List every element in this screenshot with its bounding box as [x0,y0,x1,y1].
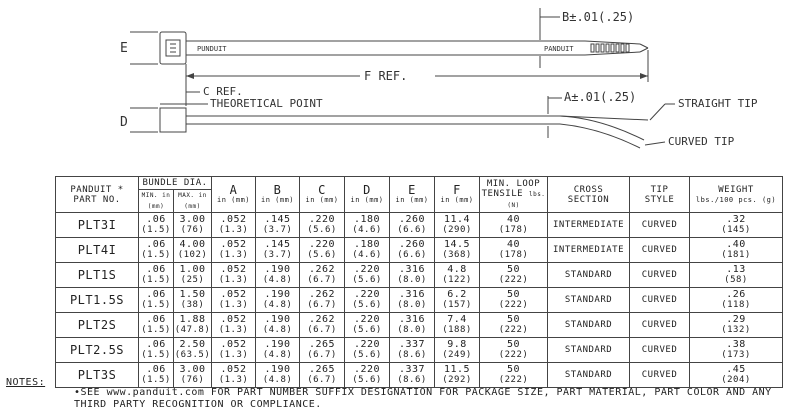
header-part-no: PANDUIT * PART NO. [56,177,139,213]
cross-section-cell: STANDARD [548,363,630,388]
value-cell: .220 (5.6) [300,238,345,263]
value-cell: .052 (1.3) [212,288,256,313]
header-e: E in (mm) [390,177,435,213]
value-cell: .06 (1.5) [139,288,174,313]
value-cell: 1.88 (47.8) [174,313,212,338]
cross-section-cell: INTERMEDIATE [548,213,630,238]
cross-section-cell: STANDARD [548,338,630,363]
value-cell: .06 (1.5) [139,338,174,363]
value-cell: .337 (8.6) [390,363,435,388]
value-cell: .260 (6.6) [390,213,435,238]
value-cell: .190 (4.8) [256,363,300,388]
c-ref-label: C REF. [203,85,243,98]
cross-section-cell: STANDARD [548,288,630,313]
curved-tip-label: CURVED TIP [668,135,735,148]
tie-strap-text-left: PUNDUIT [197,45,227,53]
straight-tip-label: STRAIGHT TIP [678,97,758,110]
value-cell: .052 (1.3) [212,238,256,263]
value-cell: .06 (1.5) [139,213,174,238]
value-cell: .145 (3.7) [256,213,300,238]
value-cell: 1.00 (25) [174,263,212,288]
value-cell: .145 (3.7) [256,238,300,263]
value-cell: 40 (178) [480,238,548,263]
tip-style-cell: CURVED [630,288,690,313]
dim-d-label: D [120,115,128,130]
notes-label: NOTES: [6,377,46,388]
weight-cell: .40 (181) [690,238,783,263]
header-bundle-max: MAX. in (mm) [174,190,212,213]
value-cell: .06 (1.5) [139,313,174,338]
value-cell: .052 (1.3) [212,363,256,388]
value-cell: 11.5 (292) [435,363,480,388]
table-row [56,363,783,388]
value-cell: .180 (4.6) [345,238,390,263]
value-cell: 1.50 (38) [174,288,212,313]
table-row [56,313,783,338]
value-cell: 50 (222) [480,288,548,313]
value-cell: .220 (5.6) [345,288,390,313]
value-cell: 50 (222) [480,263,548,288]
header-d: D in (mm) [345,177,390,213]
weight-cell: .26 (118) [690,288,783,313]
table-row [56,238,783,263]
value-cell: 4.8 (122) [435,263,480,288]
value-cell: 14.5 (368) [435,238,480,263]
value-cell: .06 (1.5) [139,263,174,288]
tip-style-cell: CURVED [630,363,690,388]
tip-style-cell: CURVED [630,238,690,263]
value-cell: 4.00 (102) [174,238,212,263]
part-number-cell: PLT3S [56,363,139,388]
value-cell: .052 (1.3) [212,263,256,288]
value-cell: .190 (4.8) [256,288,300,313]
value-cell: 11.4 (290) [435,213,480,238]
weight-cell: .32 (145) [690,213,783,238]
table-header-row [56,177,783,190]
table-row [56,263,783,288]
weight-cell: .45 (204) [690,363,783,388]
header-b: B in (mm) [256,177,300,213]
tie-head-side [160,108,186,132]
tie-strap-text-right: PANDUIT [544,45,574,53]
table-row [56,213,783,238]
header-bundle-dia: BUNDLE DIA. [139,177,212,190]
value-cell: .06 (1.5) [139,363,174,388]
value-cell: 7.4 (188) [435,313,480,338]
value-cell: .220 (5.6) [345,363,390,388]
value-cell: .052 (1.3) [212,313,256,338]
theoretical-point-label: THEORETICAL POINT [210,97,323,110]
value-cell: .052 (1.3) [212,338,256,363]
value-cell: .220 (5.6) [300,213,345,238]
header-tensile: MIN. LOOP TENSILE lbs. (N) [480,177,548,213]
dim-b-label: B±.01(.25) [562,10,635,24]
value-cell: .265 (6.7) [300,363,345,388]
value-cell: .337 (8.6) [390,338,435,363]
value-cell: .190 (4.8) [256,338,300,363]
value-cell: 2.50 (63.5) [174,338,212,363]
table-row [56,338,783,363]
specification-table [55,176,783,388]
tip-style-cell: CURVED [630,313,690,338]
value-cell: .190 (4.8) [256,313,300,338]
header-c: C in (mm) [300,177,345,213]
part-number-cell: PLT2S [56,313,139,338]
header-cross-section: CROSS SECTION [548,177,630,213]
tip-style-cell: CURVED [630,213,690,238]
value-cell: .262 (6.7) [300,313,345,338]
value-cell: .265 (6.7) [300,338,345,363]
weight-cell: .38 (173) [690,338,783,363]
value-cell: .316 (8.0) [390,263,435,288]
f-ref-label: F REF. [364,69,408,83]
part-number-cell: PLT3I [56,213,139,238]
value-cell: .190 (4.8) [256,263,300,288]
value-cell: 9.8 (249) [435,338,480,363]
dim-e-label: E [120,41,128,56]
value-cell: 50 (222) [480,313,548,338]
value-cell: 50 (222) [480,338,548,363]
value-cell: 40 (178) [480,213,548,238]
dim-a-label: A±.01(.25) [564,90,637,104]
value-cell: .316 (8.0) [390,313,435,338]
part-number-cell: PLT2.5S [56,338,139,363]
cross-section-cell: INTERMEDIATE [548,238,630,263]
header-weight: WEIGHT lbs./100 pcs. (g) [690,177,783,213]
value-cell: .06 (1.5) [139,238,174,263]
value-cell: .220 (5.6) [345,263,390,288]
value-cell: .220 (5.6) [345,313,390,338]
cross-section-cell: STANDARD [548,313,630,338]
value-cell: .262 (6.7) [300,263,345,288]
part-number-cell: PLT1S [56,263,139,288]
value-cell: .180 (4.6) [345,213,390,238]
value-cell: 3.00 (76) [174,363,212,388]
header-tip-style: TIP STYLE [630,177,690,213]
tip-style-cell: CURVED [630,338,690,363]
table-row [56,288,783,313]
header-f: F in (mm) [435,177,480,213]
value-cell: .316 (8.0) [390,288,435,313]
tip-style-cell: CURVED [630,263,690,288]
value-cell: .260 (6.6) [390,238,435,263]
header-a: A in (mm) [212,177,256,213]
value-cell: 6.2 (157) [435,288,480,313]
part-number-cell: PLT4I [56,238,139,263]
part-number-cell: PLT1.5S [56,288,139,313]
value-cell: .220 (5.6) [345,338,390,363]
value-cell: 50 (222) [480,363,548,388]
value-cell: 3.00 (76) [174,213,212,238]
cable-tie-drawing [0,0,790,176]
value-cell: .262 (6.7) [300,288,345,313]
weight-cell: .29 (132) [690,313,783,338]
notes-text: •SEE www.panduit.com FOR PART NUMBER SUFFIX DESIGNATION FOR PACKAGE SIZE, PART MATERIAL, PART COLOR AND ANY THIRD PARTY RECOGNITION OR COMPLIANCE. [74,387,772,410]
cross-section-cell: STANDARD [548,263,630,288]
weight-cell: .13 (58) [690,263,783,288]
value-cell: .052 (1.3) [212,213,256,238]
header-bundle-min: MIN. in (mm) [139,190,174,213]
tip-grip-slots [591,44,629,52]
